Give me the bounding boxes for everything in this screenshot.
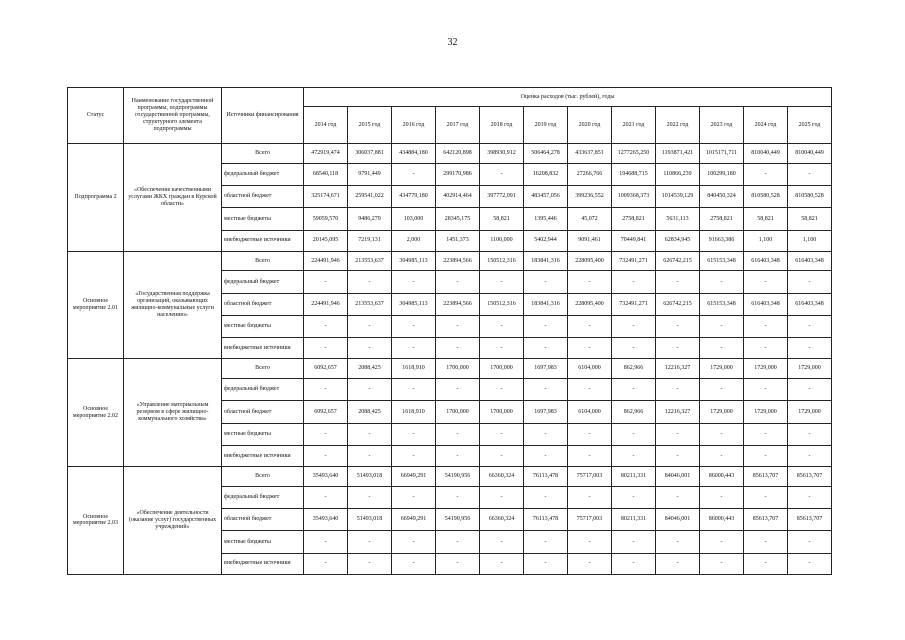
- value-cell: 223894,566: [436, 293, 480, 315]
- value-cell: -: [348, 379, 392, 401]
- header-status: Статус: [68, 88, 124, 144]
- value-cell: -: [568, 271, 612, 293]
- value-cell: -: [392, 316, 436, 338]
- value-cell: 1700,000: [436, 359, 480, 379]
- value-cell: 6104,000: [568, 401, 612, 423]
- value-cell: -: [480, 163, 524, 185]
- value-cell: -: [788, 486, 832, 508]
- funding-source-cell: Всего: [222, 467, 304, 487]
- header-year: 2014 год: [304, 107, 348, 144]
- value-cell: -: [700, 423, 744, 445]
- header-year: 2023 год: [700, 107, 744, 144]
- header-year: 2015 год: [348, 107, 392, 144]
- funding-source-cell: областной бюджет: [222, 293, 304, 315]
- value-cell: -: [788, 531, 832, 553]
- header-source: Источники финансирования: [222, 88, 304, 144]
- value-cell: 59059,570: [304, 208, 348, 230]
- value-cell: -: [612, 446, 656, 467]
- value-cell: 224491,946: [304, 251, 348, 271]
- value-cell: 325174,671: [304, 186, 348, 208]
- value-cell: 224491,946: [304, 293, 348, 315]
- value-cell: 1009368,373: [612, 186, 656, 208]
- header-year: 2019 год: [524, 107, 568, 144]
- funding-source-cell: местные бюджеты: [222, 423, 304, 445]
- funding-source-cell: внебюджетные источники: [222, 553, 304, 574]
- value-cell: -: [304, 446, 348, 467]
- value-cell: -: [480, 423, 524, 445]
- value-cell: 35493,640: [304, 509, 348, 531]
- table-row: [68, 359, 832, 379]
- status-cell: Основное мероприятие 2.01: [68, 251, 124, 359]
- value-cell: 1729,000: [788, 401, 832, 423]
- value-cell: 402914,464: [436, 186, 480, 208]
- value-cell: 35493,640: [304, 467, 348, 487]
- value-cell: -: [304, 338, 348, 359]
- value-cell: 70449,841: [612, 230, 656, 251]
- value-cell: -: [304, 553, 348, 574]
- value-cell: -: [744, 338, 788, 359]
- value-cell: -: [524, 531, 568, 553]
- value-cell: -: [480, 338, 524, 359]
- value-cell: 2088,425: [348, 359, 392, 379]
- value-cell: -: [744, 531, 788, 553]
- value-cell: -: [524, 338, 568, 359]
- value-cell: -: [612, 316, 656, 338]
- program-name-cell: «Государственная поддержка организаций, оказывающих жилищно-коммунальные услуги населению»: [124, 251, 222, 359]
- value-cell: -: [788, 446, 832, 467]
- value-cell: -: [612, 423, 656, 445]
- value-cell: -: [524, 379, 568, 401]
- header-year: 2020 год: [568, 107, 612, 144]
- value-cell: -: [524, 316, 568, 338]
- value-cell: -: [700, 553, 744, 574]
- program-name-cell: «Обеспечение качественными услугами ЖКХ граждан в Курской области»: [124, 144, 222, 252]
- value-cell: -: [568, 338, 612, 359]
- value-cell: -: [744, 486, 788, 508]
- value-cell: -: [304, 316, 348, 338]
- value-cell: -: [788, 553, 832, 574]
- value-cell: -: [392, 531, 436, 553]
- value-cell: -: [700, 531, 744, 553]
- value-cell: 103,000: [392, 208, 436, 230]
- value-cell: -: [436, 531, 480, 553]
- value-cell: 862,966: [612, 401, 656, 423]
- value-cell: 1193871,421: [656, 144, 700, 164]
- value-cell: -: [436, 486, 480, 508]
- value-cell: -: [348, 553, 392, 574]
- value-cell: -: [348, 486, 392, 508]
- value-cell: -: [700, 446, 744, 467]
- value-cell: -: [524, 271, 568, 293]
- value-cell: -: [480, 446, 524, 467]
- value-cell: 1729,000: [744, 359, 788, 379]
- value-cell: -: [392, 338, 436, 359]
- value-cell: -: [612, 531, 656, 553]
- value-cell: -: [700, 486, 744, 508]
- value-cell: 259541,022: [348, 186, 392, 208]
- value-cell: -: [348, 446, 392, 467]
- funding-source-cell: внебюджетные источники: [222, 230, 304, 251]
- value-cell: 6104,000: [568, 359, 612, 379]
- value-cell: -: [568, 379, 612, 401]
- value-cell: -: [700, 338, 744, 359]
- value-cell: 2,000: [392, 230, 436, 251]
- program-name-cell: «Управление материальным резервом в сфере жилищно-коммунального хозяйства»: [124, 359, 222, 467]
- value-cell: -: [612, 486, 656, 508]
- value-cell: -: [436, 446, 480, 467]
- value-cell: -: [656, 316, 700, 338]
- funding-source-cell: местные бюджеты: [222, 208, 304, 230]
- value-cell: -: [524, 423, 568, 445]
- header-year: 2025 год: [788, 107, 832, 144]
- value-cell: 1,100: [788, 230, 832, 251]
- value-cell: 1451,373: [436, 230, 480, 251]
- value-cell: -: [480, 379, 524, 401]
- value-cell: 1729,000: [700, 359, 744, 379]
- value-cell: -: [656, 531, 700, 553]
- value-cell: -: [788, 423, 832, 445]
- value-cell: -: [744, 446, 788, 467]
- value-cell: 810580,528: [744, 186, 788, 208]
- value-cell: -: [480, 553, 524, 574]
- value-cell: 6092,657: [304, 359, 348, 379]
- funding-source-cell: федеральный бюджет: [222, 271, 304, 293]
- value-cell: -: [568, 531, 612, 553]
- value-cell: 51493,018: [348, 509, 392, 531]
- value-cell: 27266,766: [568, 163, 612, 185]
- value-cell: -: [744, 316, 788, 338]
- value-cell: 483457,056: [524, 186, 568, 208]
- value-cell: -: [700, 379, 744, 401]
- value-cell: 626742,215: [656, 293, 700, 315]
- value-cell: 85613,707: [788, 509, 832, 531]
- value-cell: 86000,443: [700, 467, 744, 487]
- value-cell: 84046,001: [656, 467, 700, 487]
- funding-source-cell: областной бюджет: [222, 186, 304, 208]
- value-cell: -: [744, 423, 788, 445]
- value-cell: -: [304, 271, 348, 293]
- value-cell: 616403,348: [744, 293, 788, 315]
- value-cell: -: [304, 379, 348, 401]
- funding-source-cell: Всего: [222, 144, 304, 164]
- value-cell: -: [304, 531, 348, 553]
- header-year: 2016 год: [392, 107, 436, 144]
- value-cell: 228095,400: [568, 251, 612, 271]
- value-cell: -: [348, 316, 392, 338]
- value-cell: 194688,715: [612, 163, 656, 185]
- value-cell: 1729,000: [700, 401, 744, 423]
- funding-source-cell: местные бюджеты: [222, 531, 304, 553]
- value-cell: 304985,113: [392, 251, 436, 271]
- value-cell: -: [480, 486, 524, 508]
- value-cell: -: [392, 379, 436, 401]
- value-cell: -: [612, 271, 656, 293]
- value-cell: 76113,478: [524, 467, 568, 487]
- value-cell: 54190,956: [436, 467, 480, 487]
- value-cell: 840450,324: [700, 186, 744, 208]
- value-cell: 84046,001: [656, 509, 700, 531]
- value-cell: 86000,443: [700, 509, 744, 531]
- value-cell: 85613,707: [744, 467, 788, 487]
- value-cell: -: [700, 316, 744, 338]
- value-cell: -: [612, 553, 656, 574]
- value-cell: 1014539,129: [656, 186, 700, 208]
- value-cell: 183841,316: [524, 251, 568, 271]
- funding-source-cell: федеральный бюджет: [222, 486, 304, 508]
- value-cell: 5631,113: [656, 208, 700, 230]
- value-cell: 398930,912: [480, 144, 524, 164]
- value-cell: -: [480, 531, 524, 553]
- value-cell: 9791,449: [348, 163, 392, 185]
- value-cell: 213553,637: [348, 293, 392, 315]
- value-cell: 66360,324: [480, 467, 524, 487]
- value-cell: -: [436, 379, 480, 401]
- value-cell: 2758,821: [700, 208, 744, 230]
- value-cell: -: [656, 271, 700, 293]
- value-cell: 12216,327: [656, 359, 700, 379]
- header-year: 2018 год: [480, 107, 524, 144]
- status-cell: Основное мероприятие 2.03: [68, 467, 124, 575]
- funding-source-cell: федеральный бюджет: [222, 163, 304, 185]
- value-cell: 862,966: [612, 359, 656, 379]
- value-cell: 616403,348: [744, 251, 788, 271]
- value-cell: 1,100: [744, 230, 788, 251]
- value-cell: -: [612, 379, 656, 401]
- value-cell: -: [788, 271, 832, 293]
- value-cell: 80211,331: [612, 509, 656, 531]
- value-cell: 1015171,711: [700, 144, 744, 164]
- value-cell: 85613,707: [788, 467, 832, 487]
- value-cell: 810040,449: [744, 144, 788, 164]
- value-cell: 472919,474: [304, 144, 348, 164]
- funding-source-cell: федеральный бюджет: [222, 379, 304, 401]
- funding-source-cell: областной бюджет: [222, 401, 304, 423]
- value-cell: -: [568, 553, 612, 574]
- value-cell: 110866,239: [656, 163, 700, 185]
- table-row: [68, 467, 832, 487]
- value-cell: 58,821: [744, 208, 788, 230]
- value-cell: -: [348, 423, 392, 445]
- value-cell: 1618,910: [392, 359, 436, 379]
- header-year: 2024 год: [744, 107, 788, 144]
- value-cell: 732491,271: [612, 251, 656, 271]
- value-cell: -: [348, 531, 392, 553]
- value-cell: 1277265,250: [612, 144, 656, 164]
- table-row: [68, 251, 832, 271]
- value-cell: -: [612, 338, 656, 359]
- value-cell: 399236,552: [568, 186, 612, 208]
- value-cell: 2758,821: [612, 208, 656, 230]
- value-cell: 6092,657: [304, 401, 348, 423]
- value-cell: 1700,000: [480, 359, 524, 379]
- value-cell: 7219,131: [348, 230, 392, 251]
- value-cell: 66949,291: [392, 509, 436, 531]
- value-cell: -: [656, 423, 700, 445]
- value-cell: -: [392, 163, 436, 185]
- value-cell: 1729,000: [788, 359, 832, 379]
- value-cell: -: [436, 271, 480, 293]
- value-cell: -: [436, 553, 480, 574]
- value-cell: 810040,449: [788, 144, 832, 164]
- value-cell: 1700,000: [480, 401, 524, 423]
- value-cell: -: [392, 271, 436, 293]
- value-cell: -: [524, 446, 568, 467]
- value-cell: 1697,983: [524, 401, 568, 423]
- value-cell: -: [392, 486, 436, 508]
- value-cell: 75717,003: [568, 509, 612, 531]
- value-cell: 299170,986: [436, 163, 480, 185]
- value-cell: 1618,910: [392, 401, 436, 423]
- value-cell: -: [524, 553, 568, 574]
- value-cell: 5402,944: [524, 230, 568, 251]
- value-cell: 28345,175: [436, 208, 480, 230]
- value-cell: -: [788, 316, 832, 338]
- value-cell: 1100,000: [480, 230, 524, 251]
- value-cell: 80211,331: [612, 467, 656, 487]
- header-estimate: Оценка расходов (тыс. рублей), годы: [304, 88, 832, 107]
- header-year: 2021 год: [612, 107, 656, 144]
- value-cell: 810580,528: [788, 186, 832, 208]
- value-cell: -: [392, 423, 436, 445]
- value-cell: -: [436, 338, 480, 359]
- header-name: Наименование государственной программы, подпрограммы государственной программы, структурного элемента подпрограммы: [124, 88, 222, 144]
- value-cell: -: [656, 486, 700, 508]
- value-cell: 1395,446: [524, 208, 568, 230]
- value-cell: 68540,118: [304, 163, 348, 185]
- value-cell: 213553,637: [348, 251, 392, 271]
- funding-source-cell: внебюджетные источники: [222, 338, 304, 359]
- value-cell: 306037,881: [348, 144, 392, 164]
- value-cell: -: [436, 423, 480, 445]
- value-cell: -: [744, 271, 788, 293]
- value-cell: 76113,478: [524, 509, 568, 531]
- value-cell: -: [436, 316, 480, 338]
- value-cell: -: [348, 271, 392, 293]
- funding-source-cell: местные бюджеты: [222, 316, 304, 338]
- value-cell: 85613,707: [744, 509, 788, 531]
- value-cell: 397772,091: [480, 186, 524, 208]
- value-cell: 506464,278: [524, 144, 568, 164]
- header-year: 2022 год: [656, 107, 700, 144]
- value-cell: -: [788, 379, 832, 401]
- table-row: [68, 144, 832, 164]
- value-cell: 75717,003: [568, 467, 612, 487]
- value-cell: 2088,425: [348, 401, 392, 423]
- value-cell: 626742,215: [656, 251, 700, 271]
- value-cell: 642120,898: [436, 144, 480, 164]
- value-cell: 434884,180: [392, 144, 436, 164]
- value-cell: 615153,348: [700, 293, 744, 315]
- value-cell: 615153,348: [700, 251, 744, 271]
- funding-source-cell: Всего: [222, 251, 304, 271]
- value-cell: 304985,113: [392, 293, 436, 315]
- value-cell: 51493,018: [348, 467, 392, 487]
- value-cell: -: [744, 553, 788, 574]
- value-cell: -: [392, 446, 436, 467]
- header-row: [68, 88, 832, 107]
- value-cell: -: [744, 163, 788, 185]
- value-cell: -: [656, 379, 700, 401]
- value-cell: -: [788, 338, 832, 359]
- value-cell: -: [744, 379, 788, 401]
- budget-table: [67, 87, 832, 575]
- value-cell: 91663,386: [700, 230, 744, 251]
- funding-source-cell: областной бюджет: [222, 509, 304, 531]
- program-name-cell: «Обеспечение деятельности (оказание услуг) государственных учреждений»: [124, 467, 222, 575]
- value-cell: 16208,832: [524, 163, 568, 185]
- value-cell: -: [568, 446, 612, 467]
- value-cell: 9091,461: [568, 230, 612, 251]
- value-cell: -: [480, 271, 524, 293]
- value-cell: 150512,316: [480, 251, 524, 271]
- value-cell: 732491,271: [612, 293, 656, 315]
- value-cell: 20145,095: [304, 230, 348, 251]
- value-cell: 1700,000: [436, 401, 480, 423]
- value-cell: 9486,279: [348, 208, 392, 230]
- value-cell: -: [348, 338, 392, 359]
- value-cell: -: [700, 271, 744, 293]
- value-cell: -: [656, 338, 700, 359]
- value-cell: 100299,180: [700, 163, 744, 185]
- value-cell: 66360,324: [480, 509, 524, 531]
- value-cell: -: [304, 486, 348, 508]
- value-cell: 58,821: [480, 208, 524, 230]
- value-cell: -: [656, 446, 700, 467]
- value-cell: 223894,566: [436, 251, 480, 271]
- funding-source-cell: внебюджетные источники: [222, 446, 304, 467]
- value-cell: 66949,291: [392, 467, 436, 487]
- value-cell: -: [568, 316, 612, 338]
- value-cell: 1729,000: [744, 401, 788, 423]
- value-cell: 228095,400: [568, 293, 612, 315]
- value-cell: 58,821: [788, 208, 832, 230]
- page-number: 32: [447, 37, 458, 48]
- value-cell: 45,072: [568, 208, 612, 230]
- value-cell: -: [568, 486, 612, 508]
- value-cell: 54190,956: [436, 509, 480, 531]
- status-cell: Подпрограмма 2: [68, 144, 124, 252]
- value-cell: -: [392, 553, 436, 574]
- funding-source-cell: Всего: [222, 359, 304, 379]
- value-cell: 434779,180: [392, 186, 436, 208]
- value-cell: 183841,316: [524, 293, 568, 315]
- value-cell: -: [656, 553, 700, 574]
- value-cell: 616403,348: [788, 251, 832, 271]
- value-cell: -: [788, 163, 832, 185]
- header-year: 2017 год: [436, 107, 480, 144]
- value-cell: -: [568, 423, 612, 445]
- value-cell: 12216,327: [656, 401, 700, 423]
- value-cell: -: [480, 316, 524, 338]
- value-cell: -: [304, 423, 348, 445]
- value-cell: -: [524, 486, 568, 508]
- status-cell: Основное мероприятие 2.02: [68, 359, 124, 467]
- value-cell: 616403,348: [788, 293, 832, 315]
- value-cell: 433637,851: [568, 144, 612, 164]
- value-cell: 62834,945: [656, 230, 700, 251]
- value-cell: 1697,983: [524, 359, 568, 379]
- value-cell: 150512,316: [480, 293, 524, 315]
